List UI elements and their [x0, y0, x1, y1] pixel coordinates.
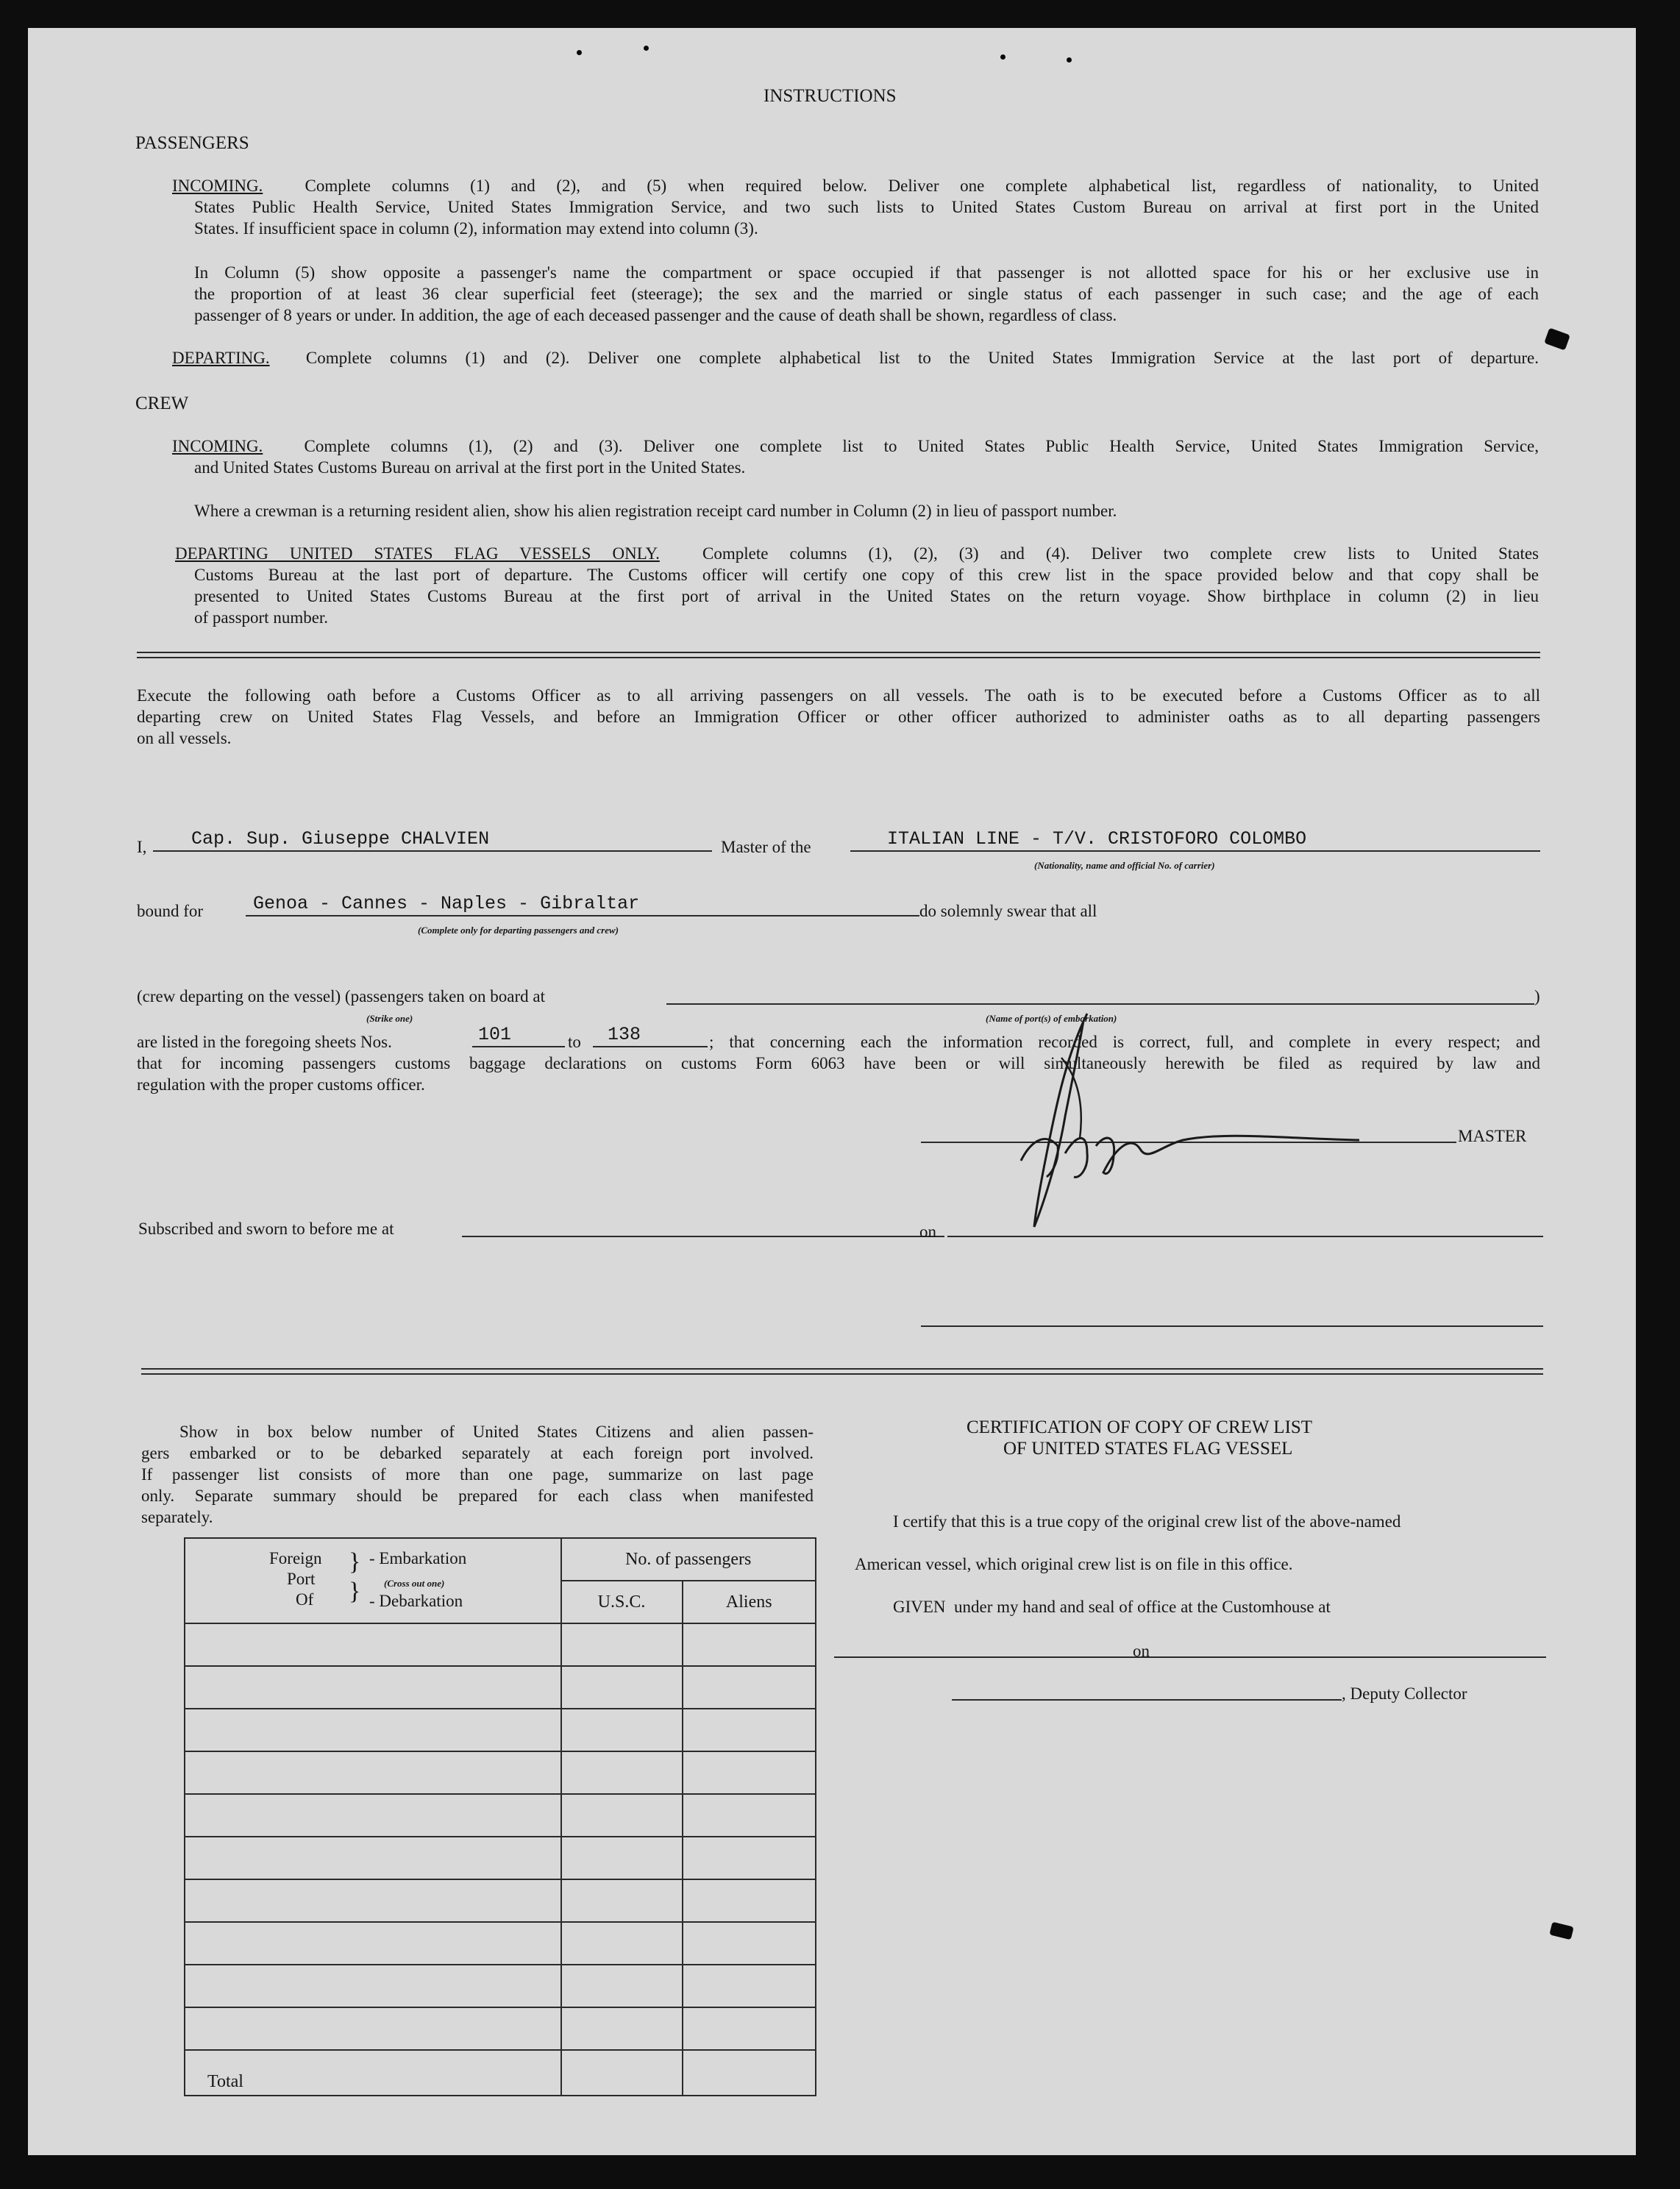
subscribed-at-line [462, 1236, 944, 1237]
passengers-incoming-text-1: Complete columns (1) and (2), and (5) when required below. Deliver one complete alphabetical list, regardless of nationality, to United [305, 177, 1540, 195]
crew-incoming-line-1 [172, 435, 1539, 457]
regulation-line: regulation with the proper customs officer. [137, 1075, 425, 1094]
port-cell[interactable] [185, 1751, 561, 1794]
aliens-cell[interactable] [683, 1623, 816, 1666]
oath-intro-line-1: Execute the following oath before a Customs Officer as to all arriving passengers on all vessels. The oath is to be executed before a Customs Officer as to all [137, 686, 1540, 705]
aliens-cell[interactable] [683, 1879, 816, 1922]
port-cell[interactable] [185, 1794, 561, 1837]
foreign-port-header [185, 1538, 561, 1623]
aliens-cell[interactable] [683, 1709, 816, 1751]
passengers-incoming-label: INCOMING. [172, 177, 263, 195]
aliens-cell[interactable] [683, 1837, 816, 1879]
oath-intro-line-2: departing crew on United States Flag Vessels, and before an Immigration Officer or other officer authorized to administer oaths as to all departing passengers [137, 708, 1540, 726]
column5-line-2: the proportion of at least 36 clear superficial feet (steerage); the sex and the married or single status of each passenger in such case; and the age of each [194, 285, 1539, 303]
embarkation-option[interactable]: - Embarkation [369, 1549, 467, 1567]
close-paren: ) [1534, 987, 1540, 1005]
certification-on-label: on [1133, 1642, 1150, 1660]
table-row [185, 1751, 816, 1794]
usc-cell[interactable] [561, 1666, 683, 1709]
usc-total-cell[interactable] [561, 2050, 683, 2096]
crew-departing-line-4: of passport number. [194, 608, 329, 627]
usc-cell[interactable] [561, 1623, 683, 1666]
certify-line-2: American vessel, which original crew list is on file in this office. [855, 1555, 1293, 1573]
aliens-header: Aliens [683, 1581, 816, 1623]
page-title: INSTRUCTIONS [764, 86, 897, 106]
officer-signature-line [921, 1325, 1543, 1327]
subscribed-on-line [947, 1236, 1543, 1237]
table-row [185, 1794, 816, 1837]
scan-mark [1544, 328, 1570, 351]
scan-mark [577, 50, 582, 55]
carrier-field[interactable]: ITALIAN LINE - T/V. CRISTOFORO COLOMBO [887, 828, 1307, 850]
passengers-incoming-line-2: States Public Health Service, United States Immigration Service, and two such lists to United States Custom Bureau on arrival at first port in the United [194, 198, 1539, 216]
debarkation-option[interactable]: - Debarkation [369, 1592, 463, 1610]
summary-intro-line-4: only. Separate summary should be prepared for each class when manifested [141, 1487, 814, 1505]
master-label: MASTER [1458, 1127, 1527, 1145]
customhouse-line [834, 1656, 1161, 1658]
port-label: Port [287, 1570, 316, 1588]
aliens-cell[interactable] [683, 1666, 816, 1709]
passengers-departing-line [172, 347, 1539, 369]
master-name-line [153, 850, 712, 852]
table-row [185, 1666, 816, 1709]
summary-intro-line-1: Show in box below number of United States Citizens and alien passen- [179, 1423, 814, 1441]
crew-resident-alien-text: Where a crewman is a returning resident alien, show his alien registration receipt card number in Column (2) in lieu of passport number. [194, 502, 1117, 520]
sheet-to-field[interactable]: 138 [608, 1024, 641, 1045]
crew-incoming-line-2: and United States Customs Bureau on arrival at the first port in the United States. [194, 458, 746, 477]
port-cell[interactable] [185, 1879, 561, 1922]
sheet-to-line [593, 1046, 708, 1047]
port-cell[interactable] [185, 1922, 561, 1965]
crew-departing-text-1: Complete columns (1), (2), (3) and (4). Deliver two complete crew lists to United States [702, 544, 1539, 563]
table-row [185, 2007, 816, 2050]
column5-line-1: In Column (5) show opposite a passenger's name the compartment or space occupied if that passenger is not allotted space for his or her exclusive use in [194, 263, 1539, 282]
aliens-total-cell[interactable] [683, 2050, 816, 2096]
usc-header: U.S.C. [561, 1581, 683, 1623]
given-label: GIVEN [893, 1598, 946, 1616]
form-page [28, 28, 1636, 2155]
passengers-heading: PASSENGERS [135, 133, 249, 153]
scan-mark [1549, 1922, 1573, 1940]
master-signature [977, 969, 1389, 1278]
certification-title-1: CERTIFICATION OF COPY OF CREW LIST [967, 1417, 1313, 1437]
aliens-cell[interactable] [683, 1794, 816, 1837]
crew-incoming-text-1: Complete columns (1), (2) and (3). Deliver one complete list to United States Public Health Service, United States Immigration Service, [304, 437, 1539, 455]
subscribed-label: Subscribed and sworn to before me at [138, 1220, 394, 1238]
deputy-signature-line [952, 1699, 1342, 1701]
carrier-line [850, 850, 1540, 852]
subscribed-on-label: on [919, 1222, 936, 1241]
of-label: Of [296, 1590, 314, 1609]
crew-departing-clause: (crew departing on the vessel) (passengers taken on board at [137, 987, 545, 1005]
sheet-from-field[interactable]: 101 [478, 1024, 512, 1045]
total-row [185, 2050, 816, 2096]
crew-departing-line-1 [175, 543, 1539, 564]
aliens-cell[interactable] [683, 1751, 816, 1794]
section-divider-2 [141, 1368, 1543, 1375]
certification-title-2: OF UNITED STATES FLAG VESSEL [1003, 1439, 1293, 1459]
strike-caption: (Strike one) [366, 1013, 413, 1024]
port-cell[interactable] [185, 1709, 561, 1751]
passengers-incoming-line-3: States. If insufficient space in column (2), information may extend into column (3). [194, 219, 758, 238]
bound-for-field[interactable]: Genoa - Cannes - Naples - Gibraltar [253, 893, 640, 914]
baggage-line: that for incoming passengers customs baggage declarations on customs Form 6063 have been or will simultaneously herewith be filed as required by law and [137, 1054, 1540, 1072]
passenger-summary-table [184, 1537, 816, 2096]
summary-intro-line-5: separately. [141, 1508, 213, 1526]
ports-caption: (Name of port(s) of embarkation) [986, 1013, 1117, 1024]
certify-line-1: I certify that this is a true copy of the original crew list of the above-named [893, 1512, 1401, 1531]
total-label: Total [185, 2050, 561, 2096]
scan-mark [1000, 54, 1005, 60]
crew-heading: CREW [135, 394, 189, 413]
foreign-label: Foreign [269, 1549, 322, 1567]
table-row [185, 1922, 816, 1965]
port-cell[interactable] [185, 2007, 561, 2050]
summary-intro-line-2: gers embarked or to be debarked separately at each foreign port involved. [141, 1444, 814, 1462]
port-cell[interactable] [185, 1837, 561, 1879]
passengers-departing-text: Complete columns (1) and (2). Deliver one complete alphabetical list to the United States Immigration Service at the last port of departure. [305, 349, 1540, 367]
section-divider-1 [137, 652, 1540, 658]
table-row [185, 1837, 816, 1879]
swear-text: do solemnly swear that all [919, 902, 1097, 920]
sheets-rest: ; that concerning each the information recorded is correct, full, and complete in every respect; and [709, 1033, 1540, 1051]
port-cell[interactable] [185, 1623, 561, 1666]
scan-mark [1067, 57, 1072, 63]
crew-departing-line-3: presented to United States Customs Bureau at the first port of arrival in the United States on the return voyage. Show birthplace in column (2) in lieu [194, 587, 1539, 605]
port-cell[interactable] [185, 1965, 561, 2007]
oath-intro-line-3: on all vessels. [137, 729, 232, 747]
carrier-caption: (Nationality, name and official No. of carrier) [1034, 860, 1215, 871]
aliens-cell[interactable] [683, 1922, 816, 1965]
table-row [185, 1709, 816, 1751]
table-row [185, 1879, 816, 1922]
usc-cell[interactable] [561, 1879, 683, 1922]
passengers-incoming-line-1 [172, 175, 1539, 196]
bound-for-caption: (Complete only for departing passengers and crew) [418, 925, 619, 936]
aliens-cell[interactable] [683, 2007, 816, 2050]
usc-cell[interactable] [561, 2007, 683, 2050]
table-row [185, 1965, 816, 2007]
column5-line-3: passenger of 8 years or under. In addition, the age of each deceased passenger and the cause of death shall be shown, regardless of class. [194, 306, 1117, 324]
usc-cell[interactable] [561, 1837, 683, 1879]
crew-departing-line-2: Customs Bureau at the last port of departure. The Customs officer will certify one copy of this crew list in the space provided below and that copy shall be [194, 566, 1539, 584]
oath-i-label: I, [137, 838, 147, 856]
bound-for-label: bound for [137, 902, 204, 920]
port-cell[interactable] [185, 1666, 561, 1709]
master-name-field[interactable]: Cap. Sup. Giuseppe CHALVIEN [191, 828, 490, 850]
sheet-from-line [472, 1046, 565, 1047]
crew-incoming-label: INCOMING. [172, 437, 263, 455]
scan-mark [644, 46, 649, 51]
given-line [893, 1596, 1331, 1617]
usc-cell[interactable] [561, 1709, 683, 1751]
deputy-collector-label: , Deputy Collector [1342, 1684, 1467, 1703]
passengers-departing-label: DEPARTING. [172, 349, 270, 367]
aliens-cell[interactable] [683, 1965, 816, 2007]
no-of-passengers-header: No. of passengers [561, 1538, 816, 1581]
usc-cell[interactable] [561, 1965, 683, 2007]
certification-date-line [1156, 1656, 1546, 1658]
sheets-label: are listed in the foregoing sheets Nos. [137, 1033, 392, 1051]
usc-cell[interactable] [561, 1794, 683, 1837]
to-label: to [568, 1033, 581, 1051]
summary-intro-line-3: If passenger list consists of more than one page, summarize on last page [141, 1465, 814, 1484]
usc-cell[interactable] [561, 1751, 683, 1794]
usc-cell[interactable] [561, 1922, 683, 1965]
master-of-label: Master of the [721, 838, 811, 856]
brace-icon: } } [349, 1548, 361, 1605]
table-row [185, 1623, 816, 1666]
bound-for-line [246, 915, 919, 916]
crew-departing-label: DEPARTING UNITED STATES FLAG VESSELS ONLY. [175, 544, 660, 563]
given-rest: under my hand and seal of office at the Customhouse at [954, 1598, 1331, 1616]
cross-out-caption: (Cross out one) [384, 1578, 445, 1589]
